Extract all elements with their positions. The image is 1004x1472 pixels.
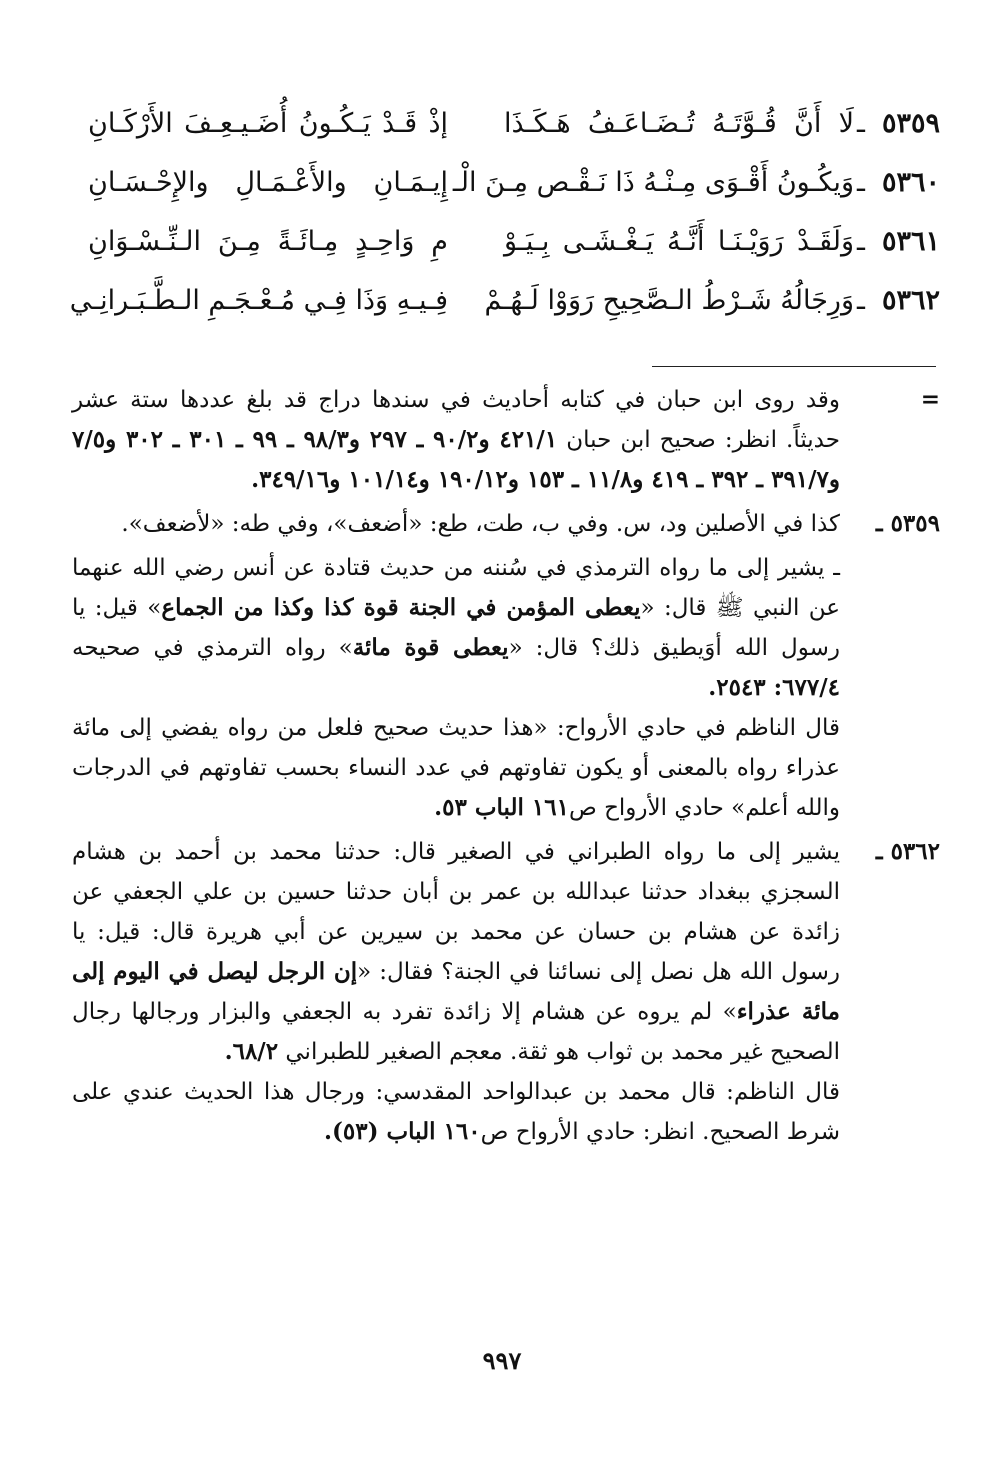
emphasized-text: يعطى قوة مائة	[352, 634, 509, 661]
verse-first-hemistich: وَيكُـونُ أَقْـوَى مِـنْـهُ ذَا نَـقْـص مِـنَ الْـ	[452, 167, 854, 198]
verse-block	[70, 108, 940, 344]
verse-number: ٥٣٦٢	[881, 285, 940, 316]
emphasized-text: ٦٨/٢.	[224, 1038, 279, 1065]
footnote-text: وقد روى ابن حبان في كتابه أحاديث في سندها دراج قد بلغ عددها ستة عشر حديثاً. انظر: صحيح ابن حبان	[72, 387, 840, 453]
verse-number: ٥٣٦٠	[881, 167, 940, 198]
verse-line	[70, 167, 940, 226]
footnote-paragraph	[72, 832, 840, 1072]
footnote-paragraph	[72, 1072, 840, 1152]
emphasized-text: ١٦١ الباب ٥٣.	[434, 794, 569, 821]
verse-dash: ـ	[857, 285, 865, 316]
footnotes	[72, 380, 940, 1156]
emphasized-text: ٤٢١/١ و٩٠/٢ ـ ٢٩٧ و٩٨/٣ ـ ٩٩ ـ ٣٠١ ـ ٣٠٢ و٧/٥ و٣٩١/٧ ـ ٣٩٢ ـ ٤١٩ و١١/٨ ـ ١٥٣ و١٩٠/١٢ و١٠١/١٤ و٣٤٩/١٦.	[72, 426, 840, 493]
footnote-body	[72, 380, 840, 500]
verse-second-hemistich: فِـيـهِ وَذَا فِـي مُـعْـجَـمِ الـطَّـبَـرانِـي	[69, 285, 448, 316]
verse-first-hemistich: لَا أَنَّ قُـوَّتَـهُ تُـضَـاعَـفُ هَـكَـذَا	[504, 108, 854, 139]
footnote	[72, 380, 940, 500]
verse-first-hemistich: وَرِجَالُهُ شَـرْطُ الـصَّحِيحِ رَوَوْا لَـهُـمْ	[484, 285, 854, 316]
footnote-marker: ٥٣٥٩ ـ	[875, 510, 940, 537]
footnote-text: قال الناظم في حادي الأرواح: «هذا حديث صحيح فلعل من رواه يفضي إلى مائة عذراء رواه بالمعنى أو يكون تفاوتهم في عدد النساء بحسب تفاوتهم في الدرجات والله أعلم» حادي الأرواح ص	[72, 715, 840, 821]
footnote-text: يشير إلى ما رواه الطبراني في الصغير قال: حدثنا محمد بن أحمد بن هشام السجزي ببغداد حدثنا عبدالله بن عمر بن أبان حدثنا حسين بن علي الجعفي عن زائدة عن هشام بن حسان عن محمد بن سيرين عن أبي هريرة قال: قيل: يا رسول الله هل نصل إلى نسائنا في الجنة؟ فقال: «	[72, 839, 840, 985]
footnote-body	[72, 504, 840, 544]
verse-dash: ـ	[857, 226, 865, 257]
footnote-paragraph	[72, 380, 840, 500]
verse-second-hemistich: مِ وَاحِـدٍ مِـائَـةً مِـنَ الـنِّـسْـوَانِ	[88, 226, 448, 257]
emphasized-text: يعطى المؤمن في الجنة قوة كذا وكذا من الجماع	[161, 594, 641, 621]
footnote-body	[72, 832, 840, 1152]
footnote-paragraph	[72, 708, 840, 828]
footnote-paragraph	[72, 548, 840, 708]
footnote-text: » لم يروه عن هشام إلا زائدة تفرد به الجعفي والبزار ورجالها رجال الصحيح غير محمد بن ثواب هو ثقة. معجم الصغير للطبراني	[72, 999, 840, 1065]
footnote-marker: =	[920, 386, 940, 413]
verse-line	[70, 285, 940, 344]
footnote	[72, 832, 940, 1152]
footnote	[72, 548, 940, 828]
footnote-text: ـ يشير إلى ما رواه الترمذي في سُننه من حديث قتادة عن أنس رضي الله عنهما عن النبي ﷺ قال: «	[72, 555, 840, 621]
verse-line	[70, 226, 940, 285]
footnote-text: قال الناظم: قال محمد بن عبدالواحد المقدسي: ورجال هذا الحديث عندي على شرط الصحيح. انظر: حادي الأرواح ص	[72, 1079, 840, 1145]
verse-dash: ـ	[857, 167, 865, 198]
verse-second-hemistich: إذْ قَـدْ يَـكُـونُ أُضَـيـعِـفَ الأَرْكَـانِ	[88, 108, 448, 139]
footnote-separator	[652, 366, 936, 367]
footnote-marker: ٥٣٦٢ ـ	[875, 838, 940, 865]
emphasized-text: إن الرجل ليصل في اليوم إلى مائة عذراء	[72, 958, 840, 1025]
verse-first-hemistich: وَلَقَـدْ رَوَيْـنَـا أَنَّـهُ يَـغْـشَـى بِـيَـوْ	[504, 226, 854, 257]
footnote-paragraph	[72, 504, 840, 544]
emphasized-text: ٦٧٧/٤: ٢٥٤٣.	[708, 674, 840, 701]
page-number: ٩٩٧	[482, 1346, 522, 1375]
emphasized-text: ١٦٠ الباب (٥٣).	[324, 1118, 481, 1145]
footnote-text: كذا في الأصلين ود، س. وفي ب، طت، طع: «أضعف»، وفي طه: «لأضعف».	[121, 511, 840, 537]
footnote-text: » قيل: يا رسول الله أوَيطيق ذلك؟ قال: «	[72, 595, 840, 661]
verse-number: ٥٣٦١	[881, 226, 940, 257]
verse-number: ٥٣٥٩	[881, 108, 940, 139]
verse-line	[70, 108, 940, 167]
verse-second-hemistich: إِيـمَـانِ والأَعْـمَـالِ والإِحْـسَـانِ	[88, 167, 448, 198]
footnote-body	[72, 548, 840, 828]
footnote	[72, 504, 940, 544]
verse-dash: ـ	[857, 108, 865, 139]
footnote-text: » رواه الترمذي في صحيحه	[72, 635, 353, 661]
